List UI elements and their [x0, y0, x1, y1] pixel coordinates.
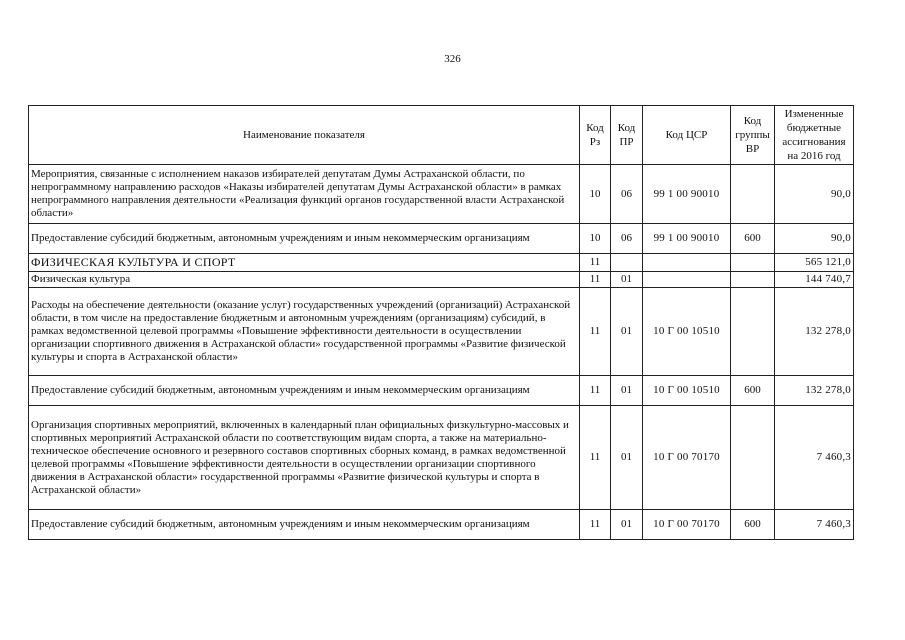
table-header-row — [29, 106, 854, 165]
row-rz: 11 — [580, 254, 611, 272]
row-amount: 90,0 — [775, 224, 854, 254]
header-amount: Измененные бюджетные ассигнования на 2016 год — [775, 106, 854, 165]
row-amount: 7 460,3 — [775, 510, 854, 540]
row-amount: 132 278,0 — [775, 288, 854, 376]
row-rz: 10 — [580, 165, 611, 224]
header-vr: Код группы ВР — [731, 106, 775, 165]
row-pr: 06 — [611, 224, 643, 254]
table-row — [29, 224, 854, 254]
row-amount: 144 740,7 — [775, 272, 854, 288]
row-name: Организация спортивных мероприятий, включенных в календарный план официальных физкультурно-массовых и спортивных мероприятий Астраханской области по соответствующим видам спорта, а также на материально-техническое обеспечение основного и резервного составов спортивных сборных команд, в рамках ведомственной целевой программы «Повышение эффективности деятельности в осуществлении организации спортивного движения в Астраханской области» государственной программы «Развитие физической культуры и спорта в Астраханской области» — [29, 406, 580, 510]
header-rz: Код Рз — [580, 106, 611, 165]
row-vr: 600 — [731, 510, 775, 540]
row-pr: 01 — [611, 376, 643, 406]
row-pr: 01 — [611, 272, 643, 288]
table-row — [29, 406, 854, 510]
row-vr — [731, 272, 775, 288]
row-name: Предоставление субсидий бюджетным, автономным учреждениям и иным некоммерческим организациям — [29, 510, 580, 540]
row-csr: 99 1 00 90010 — [643, 165, 731, 224]
row-vr — [731, 406, 775, 510]
row-csr: 10 Г 00 10510 — [643, 288, 731, 376]
row-csr: 10 Г 00 10510 — [643, 376, 731, 406]
row-pr: 01 — [611, 288, 643, 376]
row-csr — [643, 254, 731, 272]
header-name: Наименование показателя — [29, 106, 580, 165]
row-amount: 90,0 — [775, 165, 854, 224]
row-amount: 132 278,0 — [775, 376, 854, 406]
row-rz: 11 — [580, 376, 611, 406]
row-name: Мероприятия, связанные с исполнением наказов избирателей депутатам Думы Астраханской области, по непрограммному направлению расходов «Наказы избирателей депутатам Думы Астраханской области» в рамках непрограммного направления деятельности «Реализация функций органов государственной власти Астраханской области» — [29, 165, 580, 224]
row-csr: 10 Г 00 70170 — [643, 406, 731, 510]
page-number: 326 — [444, 53, 461, 65]
row-rz: 11 — [580, 510, 611, 540]
table-row — [29, 376, 854, 406]
table-row — [29, 165, 854, 224]
row-pr: 01 — [611, 510, 643, 540]
row-vr: 600 — [731, 376, 775, 406]
table-row — [29, 510, 854, 540]
row-pr: 01 — [611, 406, 643, 510]
row-csr — [643, 272, 731, 288]
row-vr — [731, 165, 775, 224]
row-name: Предоставление субсидий бюджетным, автономным учреждениям и иным некоммерческим организациям — [29, 376, 580, 406]
table-row — [29, 272, 854, 288]
row-name: Предоставление субсидий бюджетным, автономным учреждениям и иным некоммерческим организациям — [29, 224, 580, 254]
row-vr — [731, 254, 775, 272]
row-rz: 10 — [580, 224, 611, 254]
header-csr: Код ЦСР — [643, 106, 731, 165]
row-rz: 11 — [580, 406, 611, 510]
table-row — [29, 288, 854, 376]
row-pr — [611, 254, 643, 272]
row-rz: 11 — [580, 288, 611, 376]
row-name: Расходы на обеспечение деятельности (оказание услуг) государственных учреждений (организаций) Астраханской области, в том числе на предоставление бюджетным и автономным учреждениям (организациям) субсидий, в рамках ведомственной целевой программы «Повышение эффективности деятельности в осуществлении организации спортивного движения в Астраханской области» государственной программы «Развитие физической культуры и спорта в Астраханской области» — [29, 288, 580, 376]
row-csr: 10 Г 00 70170 — [643, 510, 731, 540]
budget-table — [28, 105, 854, 540]
row-name: ФИЗИЧЕСКАЯ КУЛЬТУРА И СПОРТ — [29, 254, 580, 272]
row-csr: 99 1 00 90010 — [643, 224, 731, 254]
row-vr: 600 — [731, 224, 775, 254]
row-amount: 7 460,3 — [775, 406, 854, 510]
row-pr: 06 — [611, 165, 643, 224]
header-pr: Код ПР — [611, 106, 643, 165]
row-vr — [731, 288, 775, 376]
row-rz: 11 — [580, 272, 611, 288]
row-name: Физическая культура — [29, 272, 580, 288]
row-amount: 565 121,0 — [775, 254, 854, 272]
table-row — [29, 254, 854, 272]
